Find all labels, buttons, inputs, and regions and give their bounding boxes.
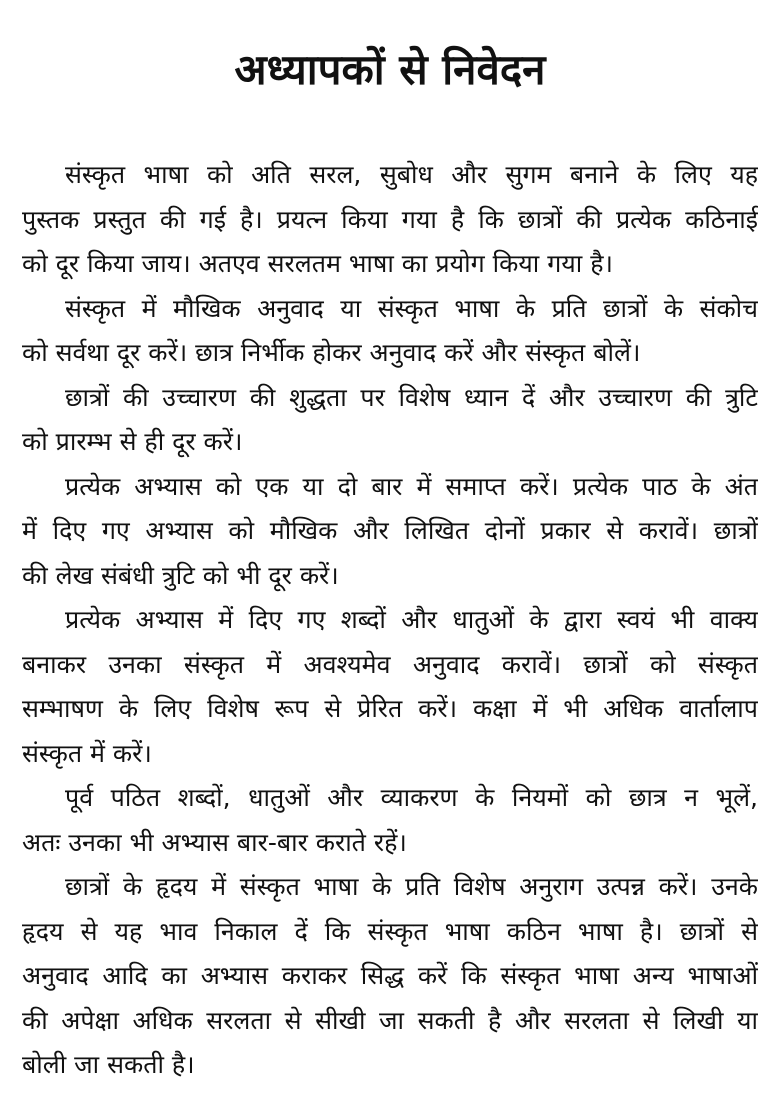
text-line: पुस्तक प्रस्तुत की गई है। प्रयत्न किया गया है कि छात्रों की प्रत्येक कठिनाई (22, 204, 758, 234)
text-line: अनुवाद आदि का अभ्यास कराकर सिद्ध करें कि संस्कृत भाषा अन्य भाषाओं (22, 961, 758, 990)
text-line: हृदय से यह भाव निकाल दें कि संस्कृत भाषा कठिन भाषा है। छात्रों से (22, 916, 758, 946)
text-line: की अपेक्षा अधिक सरलता से सीखी जा सकती है और सरलता से लिखी या (22, 1005, 758, 1035)
text-line: को सर्वथा दूर करें। छात्र निर्भीक होकर अनुवाद करें और संस्कृत बोलें। (22, 338, 641, 367)
text-line: छात्रों की उच्चारण की शुद्धता पर विशेष ध्यान दें और उच्चारण की त्रुटि (65, 382, 758, 412)
paragraph (22, 376, 758, 465)
text-line: संस्कृत में मौखिक अनुवाद या संस्कृत भाषा के प्रति छात्रों के संकोच (65, 293, 758, 323)
paragraph (22, 598, 758, 776)
text-line: संस्कृत भाषा को अति सरल, सुबोध और सुगम बनाने के लिए यह (65, 160, 758, 189)
text-line: बोली जा सकती है। (22, 1050, 195, 1079)
text-line: को प्रारम्भ से ही दूर करें। (22, 427, 243, 456)
paragraph (22, 776, 758, 865)
text-line: में दिए गए अभ्यास को मौखिक और लिखित दोनों प्रकार से करावें। छात्रों (22, 516, 758, 545)
text-line: बनाकर उनका संस्कृत में अवश्यमेव अनुवाद करावें। छात्रों को संस्कृत (22, 649, 758, 679)
text-line: पूर्व पठित शब्दों, धातुओं और व्याकरण के नियमों को छात्र न भूलें, (65, 783, 758, 812)
paragraph (22, 865, 758, 1088)
page-title: अध्यापकों से निवेदन (234, 45, 546, 94)
text-line: सम्भाषण के लिए विशेष रूप से प्रेरित करें। कक्षा में भी अधिक वार्तालाप (22, 694, 758, 723)
text-line: की लेख संबंधी त्रुटि को भी दूर करें। (22, 560, 339, 590)
text-line: संस्कृत में करें। (22, 738, 152, 768)
text-line: को दूर किया जाय। अतएव सरलतम भाषा का प्रयोग किया गया है। (22, 249, 613, 278)
document-body (22, 153, 758, 1088)
text-line: प्रत्येक अभ्यास को एक या दो बार में समाप्त करें। प्रत्येक पाठ के अंत (65, 471, 758, 501)
paragraph (22, 465, 758, 599)
paragraph (22, 287, 758, 376)
text-line: प्रत्येक अभ्यास में दिए गए शब्दों और धातुओं के द्वारा स्वयं भी वाक्य (65, 605, 758, 634)
text-line: छात्रों के हृदय में संस्कृत भाषा के प्रति विशेष अनुराग उत्पन्न करें। उनके (65, 872, 758, 901)
text-line: अतः उनका भी अभ्यास बार-बार कराते रहें। (22, 827, 407, 857)
paragraph (22, 153, 758, 287)
